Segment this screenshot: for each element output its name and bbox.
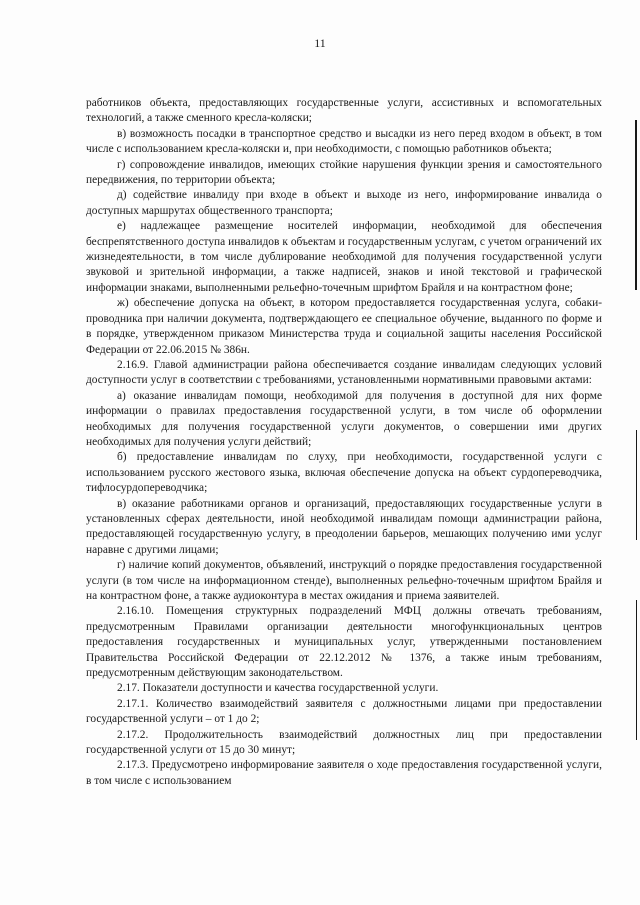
paragraph: 2.17. Показатели доступности и качества государственной услуги. [117,682,439,695]
paragraph: е) надлежащее размещение носителей информации, необходимой для обеспечения беспрепятственного доступа инвалидов к объектам и государственным услугам, с учетом ограничений их жизнедеятельности, в том числе дублирование необходимой для получения государственной услуги звуковой и зрительной информации, а также надписей, знаков и иной текстовой и графической информации знаками, выполненными рельефно-точечным шрифтом Брайля и на контрастном фоне; [86,220,602,294]
scan-edge-mark [635,120,637,290]
paragraph: работников объекта, предоставляющих государственные услуги, ассистивных и вспомогательных технологий, а также сменного кресла-коляски; [86,97,602,125]
paragraph: 2.17.1. Количество взаимодействий заявителя с должностными лицами при предоставлении государственной услуги – от 1 до 2; [86,697,602,726]
scan-edge-mark [636,430,637,540]
paragraph: а) оказание инвалидам помощи, необходимой для получения в доступной для них форме информации о правилах предоставления государственной услуги, в том числе об оформлении необходимых для получения государственной услуги документов, о совершении ими других необходимых для получения услуги действий; [86,389,602,448]
paragraph: 2.17.3. Предусмотрено информирование заявителя о ходе предоставления государственной услуги, в том числе с использованием [86,759,602,787]
document-body [86,96,602,789]
paragraph: ж) обеспечение допуска на объект, в котором предоставляется государственная услуга, собаки-проводника при наличии документа, подтверждающего ее специальное обучение, выданного по форме и в порядке, утвержденном приказом Министерства труда и социальной защиты населения Российской Федерации от 22.06.2015 № 386н. [86,297,602,356]
paragraph: г) наличие копий документов, объявлений, инструкций о порядке предоставления государственной услуги (в том числе на информационном стенде), выполненных рельефно-точечным шрифтом Брайля и на контрастном фоне, а также аудиоконтура в местах ожидания и приема заявителей. [86,559,602,602]
paragraph: 2.16.10. Помещения структурных подразделений МФЦ должны отвечать требованиям, предусмотренным Правилами организации деятельности многофункциональных центров предоставления государственных и муниципальных услуг, утвержденными постановлением Правительства Российской Федерации от 22.12.2012 № 1376, а также иным требованиям, предусмотренным действующим законодательством. [86,605,602,680]
page-number: 11 [314,36,326,50]
paragraph: 2.17.2. Продолжительность взаимодействий должностных лиц при предоставлении государственной услуги от 15 до 30 минут; [86,728,602,757]
paragraph: в) оказание работниками органов и организаций, предоставляющих государственные услуги в установленных сферах деятельности, иной необходимой инвалидам помощи администрации района, предоставляющей государственную услугу, в преодолении барьеров, мешающих получению ими услуг наравне с другими лицами; [86,497,602,556]
paragraph: б) предоставление инвалидам по слуху, при необходимости, государственной услуги с использованием русского жестового языка, включая обеспечение допуска на объект сурдопереводчика, тифлосурдопереводчика; [86,451,602,495]
paragraph: г) сопровождение инвалидов, имеющих стойкие нарушения функции зрения и самостоятельного передвижения, по территории объекта; [86,158,602,187]
paragraph: д) содействие инвалиду при входе в объект и выходе из него, информирование инвалида о доступных маршрутах общественного транспорта; [86,189,602,217]
scan-edge-mark [636,600,637,740]
paragraph: 2.16.9. Главой администрации района обеспечивается создание инвалидам следующих условий доступности услуг в соответствии с требованиями, установленными нормативными правовыми актами: [86,358,602,387]
paragraph: в) возможность посадки в транспортное средство и высадки из него перед входом в объект, в том числе с использованием кресла-коляски и, при необходимости, с помощью работников объекта; [86,127,602,156]
